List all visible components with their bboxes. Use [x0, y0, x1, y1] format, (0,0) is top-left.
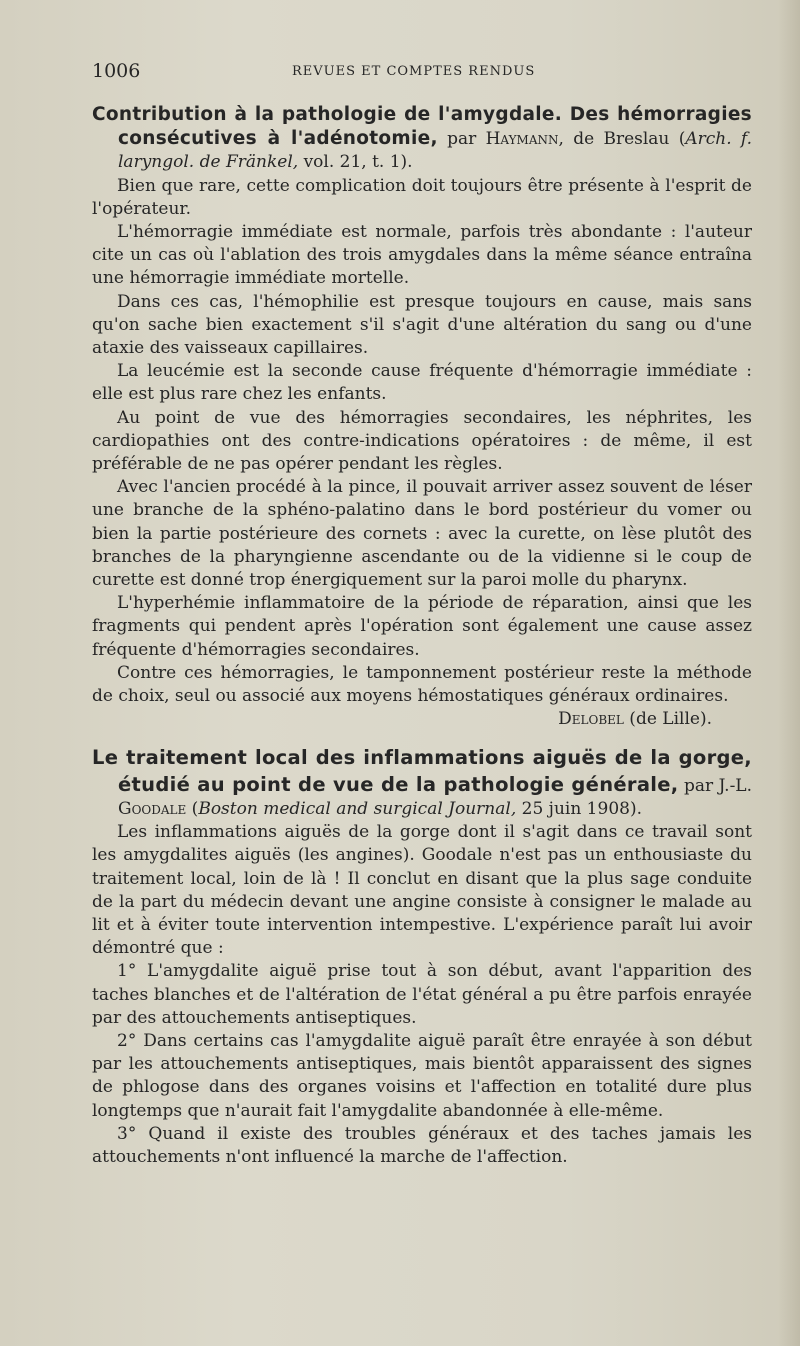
article-1-paragraph: Contre ces hémorragies, le tamponnement postérieur reste la méthode de choix, seul ou associé aux moyens hémostatiques généraux ordinaires.	[92, 662, 752, 707]
signature-place: (de Lille).	[623, 709, 712, 730]
article-1-volume: vol. 21, t. 1).	[298, 152, 413, 173]
article-1-paragraph: L'hyperhémie inflammatoire de la période de réparation, ainsi que les fragments qui pendent après l'opération sont également une cause assez fréquente d'hémorragies secondaires.	[92, 593, 752, 660]
page-header	[92, 60, 752, 90]
article-1-author: Haymann	[485, 129, 559, 150]
article-2-paragraph: 1° L'amygdalite aiguë prise tout à son début, avant l'apparition des taches blanches et de l'altération de l'état général a pu être parfois enrayée par des attouchements antiseptiques.	[92, 961, 752, 1028]
article-1-origin: , de Breslau (	[558, 129, 686, 150]
article-1-paragraph: Dans ces cas, l'hémophilie est presque toujours en cause, mais sans qu'on sache bien exactement s'il s'agit d'une altération du sang ou d'une ataxie des vaisseaux capillaires.	[92, 291, 752, 359]
article-2-heading: Le traitement local des inflammations aiguës de la gorge, étudié au point de vue de la pathologie générale, par J.-L. Goodale (Boston medical and surgical Journal, 25 juin 1908).	[92, 746, 753, 819]
article-1-signature	[92, 708, 752, 731]
article-2-by: par J.-L.	[684, 775, 753, 796]
article-1-paragraph: Avec l'ancien procédé à la pince, il pouvait arriver assez souvent de léser une branche de la sphéno-palatino dans le bord postérieur du vomer ou bien la partie postérieure des cornets : avec la curette, on lèse plutôt des branches de la pharyngienne ascendante ou de la vidienne si le coup de curette est donné trop énergiquement sur la paroi molle du pharynx.	[92, 477, 752, 591]
article-1-journal: Arch. f. laryngol. de Fränkel,	[118, 129, 753, 173]
article-1-by: par	[447, 129, 477, 150]
article-2-author: Goodale	[118, 798, 187, 819]
article-1-paragraph: Au point de vue des hémorragies secondaires, les néphrites, les cardiopathies ont des contre-indications opératoires : de même, il est préférable de ne pas opérer pendant les règles.	[92, 407, 752, 475]
article-1-title: Contribution à la pathologie de l'amygdale. Des hémorragies consécutives à l'adénotomie,	[92, 104, 752, 150]
article-1-paragraph: L'hémorragie immédiate est normale, parfois très abondante : l'auteur cite un cas où l'ablation des trois amygdales dans la même séance entraîna une hémorragie immédiate mortelle.	[92, 222, 752, 289]
article-2-journal: Boston medical and surgical Journal,	[198, 798, 517, 819]
signature-name: Delobel	[558, 709, 624, 730]
text-column	[92, 103, 752, 1169]
page-number: 1006	[92, 60, 141, 82]
article-1-heading	[92, 103, 752, 175]
article-2-paragraph: 3° Quand il existe des troubles généraux et des taches jamais les attouchements n'ont influencé la marche de l'affection.	[92, 1123, 752, 1167]
running-title: REVUES ET COMPTES RENDUS	[292, 64, 536, 79]
article-1-paragraph: Bien que rare, cette complication doit toujours être présente à l'esprit de l'opérateur.	[92, 175, 752, 219]
article-2-paragraph: Les inflammations aiguës de la gorge dont il s'agit dans ce travail sont les amygdalites aiguës (les angines). Goodale n'est pas un enthousiaste du traitement local, loin de là ! Il conclut en disant que la plus sage conduite de la part du médecin devant une angine consiste à consigner le malade au lit et à éviter toute intervention intempestive. L'expérience paraît lui avoir démontré que :	[92, 822, 752, 959]
article-1-paragraph: La leucémie est la seconde cause fréquente d'hémorragie immédiate : elle est plus rare chez les enfants.	[92, 361, 752, 405]
page-edge-shadow	[778, 0, 800, 1346]
article-2-date: 25 juin 1908).	[521, 798, 642, 819]
article-2-title: Le traitement local des inflammations aiguës de la gorge, étudié au point de vue de la pathologie générale,	[92, 746, 752, 796]
article-2-paragraph: 2° Dans certains cas l'amygdalite aiguë paraît être enrayée à son début par les attouchements antiseptiques, mais bientôt apparaissent des signes de phlogose dans des organes voisins et l'affection en totalité dure plus longtemps que n'aurait fait l'amygdalite abandonnée à elle-même.	[92, 1030, 752, 1121]
